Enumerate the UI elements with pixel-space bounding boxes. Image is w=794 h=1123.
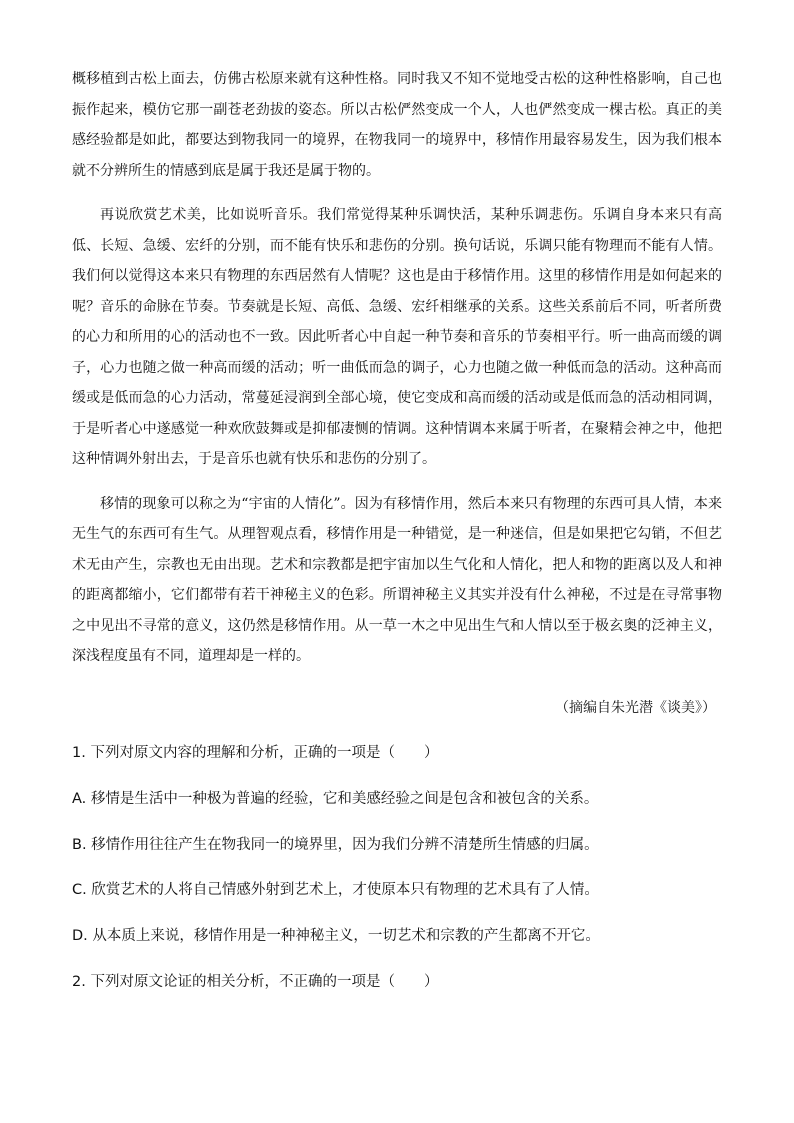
question-list <box>72 742 722 1017</box>
question-1-stem: 1. 下列对原文内容的理解和分析，正确的一项是（ ） <box>72 745 439 761</box>
question-1-option-a: A. 移情是生活中一种极为普遍的经验，它和美感经验之间是包含和被包含的关系。 <box>72 790 599 807</box>
question-1-option-d: D. 从本质上来说，移情作用是一种神秘主义，一切艺术和宗教的产生都离不开它。 <box>72 928 600 945</box>
reading-passage <box>72 64 722 672</box>
passage-paragraph-3: 移情的现象可以称之为“宇宙的人情化”。因为有移情作用，然后本来只有物理的东西可具人情，本来无生气的东西可有生气。从理智观点看，移情作用是一种错觉，是一种迷信，但是如果把它勾销，不但艺术无由产生，宗教也无由出现。艺术和宗教都是把宇宙加以生气化和人情化，把人和物的距离以及人和神的距离都缩小，它们都带有若干神秘主义的色彩。所谓神秘主义其实并没有什么神秘，不过是在寻常事物之中见出不寻常的意义，这仍然是移情作用。从一草一木之中见出生气和人情以至于极玄奥的泛神主义，深浅程度虽有不同，道理却是一样的。 <box>72 495 722 664</box>
passage-paragraph-2: 再说欣赏艺术美，比如说听音乐。我们常觉得某种乐调快活，某种乐调悲伤。乐调自身本来只有高低、长短、急缓、宏纤的分别，而不能有快乐和悲伤的分别。换句话说，乐调只能有物理而不能有人情。我们何以觉得这本来只有物理的东西居然有人情呢？这也是由于移情作用。这里的移情作用是如何起来的呢？音乐的命脉在节奏。节奏就是长短、高低、急缓、宏纤相继承的关系。这些关系前后不同，听者所费的心力和所用的心的活动也不一致。因此听者心中自起一种节奏和音乐的节奏相平行。听一曲高而缓的调子，心力也随之做一种高而缓的活动；听一曲低而急的调子，心力也随之做一种低而急的活动。这种高而缓或是低而急的心力活动，常蔓延浸润到全部心境，使它变成和高而缓的活动或是低而急的活动相同调，于是听者心中遂感觉一种欢欣鼓舞或是抑郁凄恻的情调。这种情调本来属于听者，在聚精会神之中，他把这种情调外射出去，于是音乐也就有快乐和悲伤的分别了。 <box>72 207 722 467</box>
question-1-option-b: B. 移情作用往往产生在物我同一的境界里，因为我们分辨不清楚所生情感的归属。 <box>72 836 599 853</box>
passage-source: （摘编自朱光潜《谈美》） <box>555 700 716 716</box>
passage-paragraph-1: 概移植到古松上面去，仿佛古松原来就有这种性格。同时我又不知不觉地受古松的这种性格影响，自己也振作起来，模仿它那一副苍老劲拔的姿态。所以古松俨然变成一个人，人也俨然变成一棵古松。真正的美感经验都是如此，都要达到物我同一的境界，在物我同一的境界中，移情作用最容易发生，因为我们根本就不分辨所生的情感到底是属于我还是属于物的。 <box>72 71 722 179</box>
question-1-option-c: C. 欣赏艺术的人将自己情感外射到艺术上，才使原本只有物理的艺术具有了人情。 <box>72 882 599 899</box>
question-2-stem: 2. 下列对原文论证的相关分析，不正确的一项是（ ） <box>72 973 439 990</box>
